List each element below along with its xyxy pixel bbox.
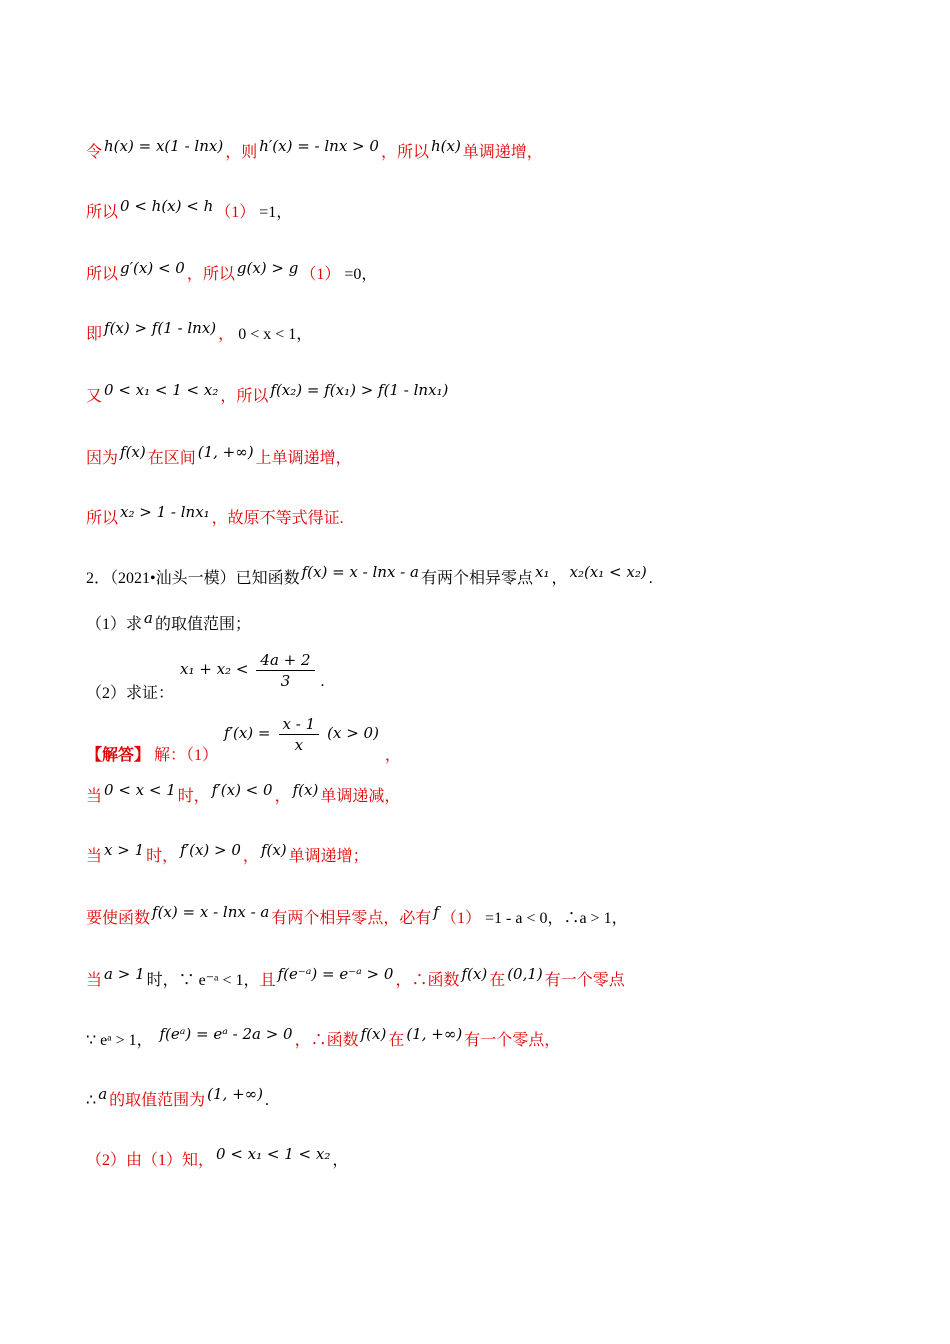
text-line — [86, 903, 628, 929]
text-segment: （1） — [440, 910, 481, 927]
text-segment: ，故原不等式得证. — [211, 510, 344, 527]
text-segment: 的取值范围； — [154, 616, 251, 633]
text-segment: 当 — [86, 848, 103, 865]
answer-text: 解：（1） — [154, 747, 219, 765]
text-line — [86, 1025, 561, 1051]
text-segment: （1）求 — [86, 616, 143, 633]
text-segment: 所以 — [86, 510, 119, 527]
math-expression: (1, +∞) — [406, 1025, 463, 1043]
math-expression: x > 1 — [104, 841, 145, 859]
text-segment: （2）由（1）知， — [86, 1152, 215, 1169]
math-expression: f(x) — [360, 1025, 387, 1043]
text-line — [86, 841, 369, 867]
text-line — [86, 319, 313, 345]
text-segment: 所以 — [86, 204, 119, 221]
math-expression: f — [433, 903, 439, 921]
text-segment: 要使函数 — [86, 910, 151, 927]
text-segment: ，则 — [225, 144, 258, 161]
math-expression: h′(x) = - lnx > 0 — [259, 137, 379, 155]
text-segment: =1 - a < 0，∴a > 1， — [480, 910, 628, 927]
answer-label: 【解答】 — [86, 747, 151, 765]
math-expression: 0 < x₁ < 1 < x₂ — [216, 1145, 331, 1163]
text-line — [86, 503, 344, 529]
text-segment: ，∴函数 — [395, 972, 460, 989]
answer-line — [86, 714, 401, 765]
math-expression: f(x) — [260, 841, 287, 859]
text-segment: 即 — [86, 326, 103, 343]
math-expression: g′(x) < 0 — [120, 259, 185, 277]
text-segment: 0 < x < 1， — [234, 326, 313, 343]
text-segment: . — [648, 570, 653, 587]
text-segment: 所以 — [86, 266, 119, 283]
math-expression: h(x) = x(1 - lnx) — [104, 137, 224, 155]
proof-prefix: （2）求证： — [86, 685, 175, 703]
proof-fraction-numerator: 4a + 2 — [256, 650, 314, 671]
math-expression: a — [144, 609, 153, 627]
text-segment: 有一个零点， — [464, 1032, 561, 1049]
text-line — [86, 1145, 349, 1171]
text-segment: ∴ — [86, 1092, 97, 1109]
text-segment: ，所以 — [380, 144, 429, 161]
text-line — [86, 137, 543, 163]
text-segment: 令 — [86, 144, 103, 161]
text-line — [86, 965, 625, 991]
math-expression: a — [98, 1085, 108, 1103]
answer-fraction-numerator: x - 1 — [279, 714, 320, 735]
math-expression: f(eᵃ) = eᵃ - 2a > 0 — [154, 1025, 293, 1043]
text-segment: （1） — [215, 204, 256, 221]
answer-fraction-denominator: x — [294, 736, 304, 754]
math-expression: (1, +∞) — [207, 1085, 264, 1103]
text-line — [86, 197, 293, 223]
text-segment: =1， — [255, 204, 293, 221]
math-expression: f(x) — [461, 965, 488, 983]
text-segment: 在 — [388, 1032, 405, 1049]
math-expression: f′(x) < 0 — [211, 781, 273, 799]
math-expression: f(x) — [292, 781, 319, 799]
proof-suffix: . — [320, 673, 325, 691]
text-segment: 有一个零点 — [544, 972, 625, 989]
math-expression: f(x) = x - lnx - a — [301, 563, 419, 581]
math-expression: 0 < x₁ < 1 < x₂ — [104, 381, 219, 399]
text-segment: ，∴函数 — [294, 1032, 359, 1049]
text-segment: ， — [551, 570, 568, 587]
math-expression: f(e⁻ᵃ) = e⁻ᵃ > 0 — [277, 965, 394, 983]
proof-question-line — [86, 650, 325, 703]
text-segment: ， — [242, 848, 259, 865]
text-segment: 时， — [177, 788, 210, 805]
math-expression: f′(x) > 0 — [180, 841, 241, 859]
text-segment: ， — [332, 1152, 349, 1169]
math-expression: a > 1 — [104, 965, 145, 983]
math-expression: 0 < x < 1 — [104, 781, 176, 799]
math-expression: f(x₂) = f(x₁) > f(1 - lnx₁) — [270, 381, 449, 399]
answer-lhs: f′(x) = — [224, 724, 271, 743]
text-segment: ，所以 — [220, 388, 269, 405]
math-expression: f(x) > f(1 - lnx) — [104, 319, 217, 337]
math-expression: 0 < h(x) < h — [120, 197, 214, 215]
math-expression: f(x) = x - lnx - a — [152, 903, 270, 921]
text-segment: 时，∵ e⁻ᵃ < 1， — [146, 972, 260, 989]
math-expression: x₁ — [534, 563, 550, 581]
text-segment: ， — [218, 326, 235, 343]
math-expression: g(x) > g — [236, 259, 299, 277]
text-line — [86, 443, 352, 469]
text-segment: 的取值范围为 — [109, 1092, 206, 1109]
math-expression: f(x) — [120, 443, 146, 461]
text-line — [86, 1085, 270, 1111]
text-segment: 当 — [86, 972, 103, 989]
answer-fraction — [279, 714, 320, 755]
text-segment: 单调递减， — [320, 788, 401, 805]
text-segment: 单调递增， — [462, 144, 543, 161]
text-segment: 上单调递增， — [255, 450, 352, 467]
text-line — [86, 563, 653, 589]
text-segment: 当 — [86, 788, 103, 805]
proof-fraction — [256, 650, 314, 691]
text-segment: 在 — [489, 972, 506, 989]
text-segment: 又 — [86, 388, 103, 405]
proof-fraction-denominator: 3 — [280, 672, 291, 690]
math-expression: x₂ > 1 - lnx₁ — [120, 503, 210, 521]
text-segment: . — [265, 1092, 270, 1109]
text-segment: 在区间 — [147, 450, 196, 467]
text-segment: ， — [274, 788, 291, 805]
math-expression: (1, +∞) — [197, 443, 254, 461]
text-segment: 有两个相异零点 — [420, 570, 533, 587]
text-segment: ∵ eᵃ > 1， — [86, 1032, 153, 1049]
text-segment: 单调递增； — [288, 848, 369, 865]
math-expression: h(x) — [430, 137, 461, 155]
text-segment: 有两个相异零点，必有 — [271, 910, 432, 927]
text-segment: =0， — [340, 266, 378, 283]
math-expression: x₂(x₁ < x₂) — [569, 563, 647, 581]
text-segment: 时， — [146, 848, 179, 865]
answer-suffix: ， — [384, 747, 401, 765]
text-segment: （1） — [300, 266, 341, 283]
text-line — [86, 609, 251, 635]
text-segment: ，所以 — [186, 266, 235, 283]
text-line — [86, 259, 378, 285]
text-segment: 2．（2021•汕头一模）已知函数 — [86, 570, 300, 587]
text-line — [86, 781, 401, 807]
answer-rhs: (x > 0) — [327, 724, 379, 743]
text-segment: 因为 — [86, 450, 119, 467]
proof-lhs: x₁ + x₂ < — [180, 660, 249, 679]
math-expression: (0,1) — [507, 965, 543, 983]
text-segment: 且 — [259, 972, 276, 989]
text-line — [86, 381, 450, 407]
